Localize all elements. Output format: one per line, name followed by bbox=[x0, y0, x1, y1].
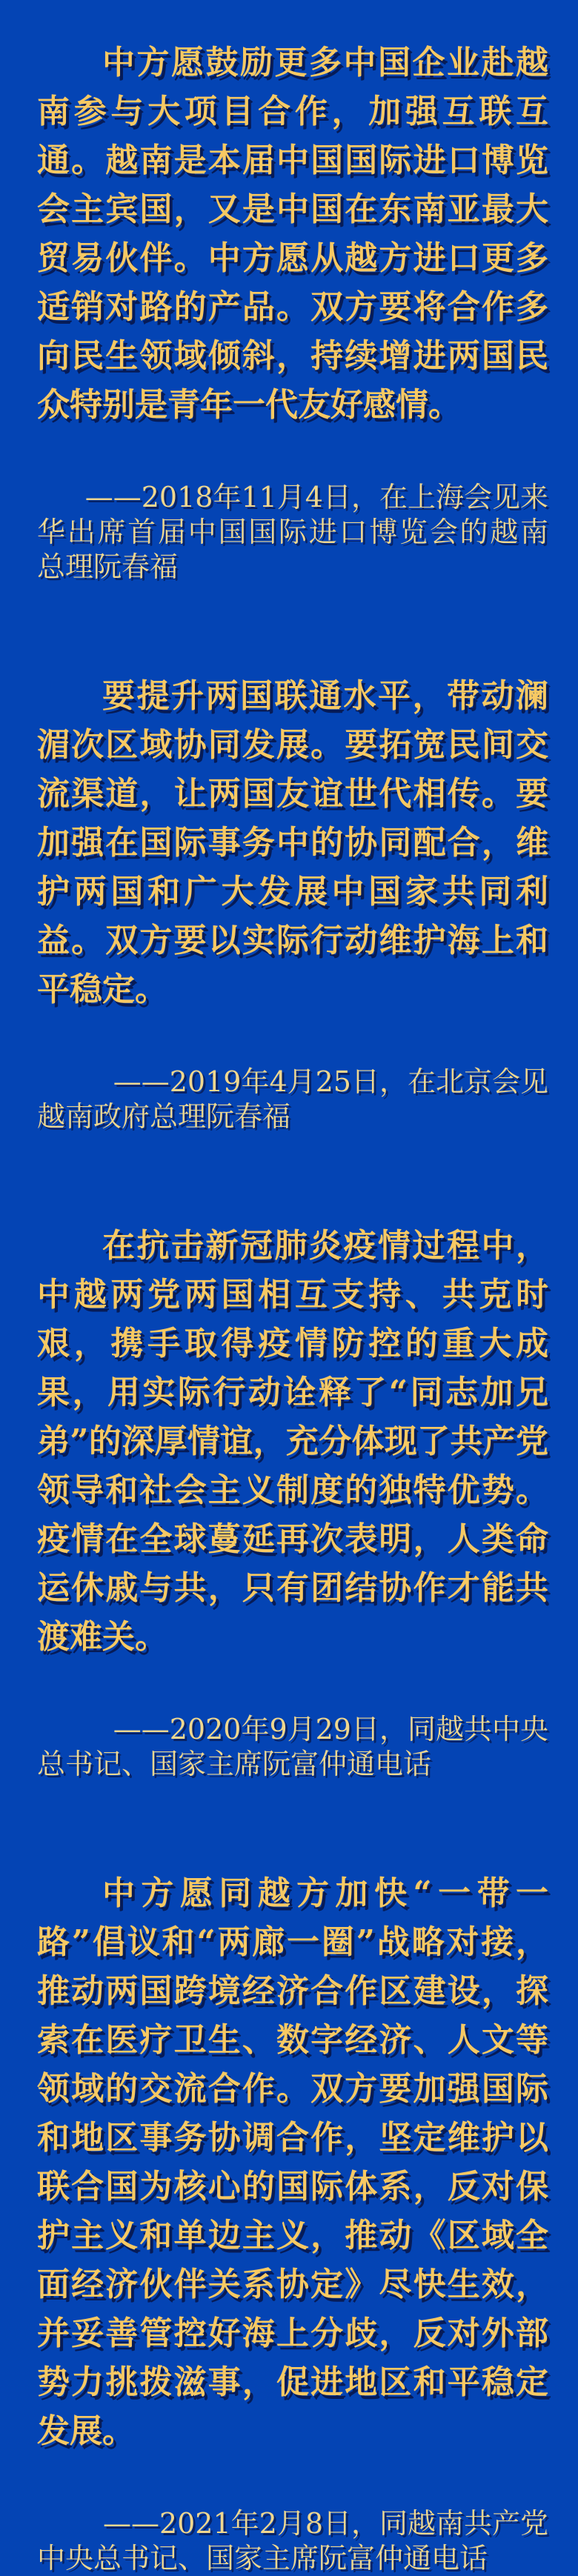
attribution-line: ——2020年9月29日，同越共中央 bbox=[113, 1713, 548, 1745]
attribution-line: 总书记、国家主席阮富仲通电话 bbox=[37, 1748, 432, 1780]
quote-attribution bbox=[37, 480, 548, 585]
quote-paragraph: 中方愿鼓励更多中国企业赴越南参与大项目合作，加强互联互通。越南是本届中国国际进口博览会主宾国，又是中国在东南亚最大贸易伙伴。中方愿从越方进口更多适销对路的产品。双方要将合作多向民生领域倾斜，持续增进两国民众特别是青年一代友好感情。 bbox=[37, 44, 548, 424]
quote-attribution bbox=[37, 1712, 548, 1782]
attribution-line: 中央总书记、国家主席阮富仲通电话 bbox=[37, 2542, 488, 2575]
quote-paragraph: 要提升两国联通水平，带动澜湄次区域协同发展。要拓宽民间交流渠道，让两国友谊世代相传。要加强在国际事务中的协同配合，维护两国和广大发展中国家共同利益。双方要以实际行动维护海上和平稳定。 bbox=[37, 677, 548, 1008]
attribution-line: 华出席首届中国国际进口博览会的越南 bbox=[37, 516, 548, 548]
quote-block bbox=[37, 1222, 548, 1782]
quote-attribution bbox=[37, 1065, 548, 1134]
attribution-line: 越南政府总理阮春福 bbox=[37, 1100, 291, 1133]
attribution-line: 总理阮春福 bbox=[37, 550, 179, 583]
attribution-line: ——2021年2月8日，同越南共产党 bbox=[102, 2507, 548, 2540]
quote-paragraph: 在抗击新冠肺炎疫情过程中，中越两党两国相互支持、共克时艰，携手取得疫情防控的重大成果，用实际行动诠释了“同志加兄弟”的深厚情谊，充分体现了共产党领导和社会主义制度的独特优势。疫情在全球蔓延再次表明，人类命运休戚与共，只有团结协作才能共渡难关。 bbox=[37, 1227, 548, 1656]
attribution-line: ——2019年4月25日，在北京会见 bbox=[113, 1065, 548, 1098]
quote-block bbox=[37, 39, 548, 585]
quote-block bbox=[37, 672, 548, 1134]
quote-paragraph: 中方愿同越方加快“一带一路”倡议和“两廊一圈”战略对接，推动两国跨境经济合作区建设，探索在医疗卫生、数字经济、人文等领域的交流合作。双方要加强国际和地区事务协调合作，坚定维护以联合国为核心的国际体系，反对保护主义和单边主义，推动《区域全面经济伙伴关系协定》尽快生效，并妥善管控好海上分歧，反对外部势力挑拨滋事，促进地区和平稳定发展。 bbox=[37, 1874, 548, 2450]
attribution-line: ——2018年11月4日，在上海会见来 bbox=[84, 481, 548, 513]
quote-attribution bbox=[37, 2506, 548, 2576]
